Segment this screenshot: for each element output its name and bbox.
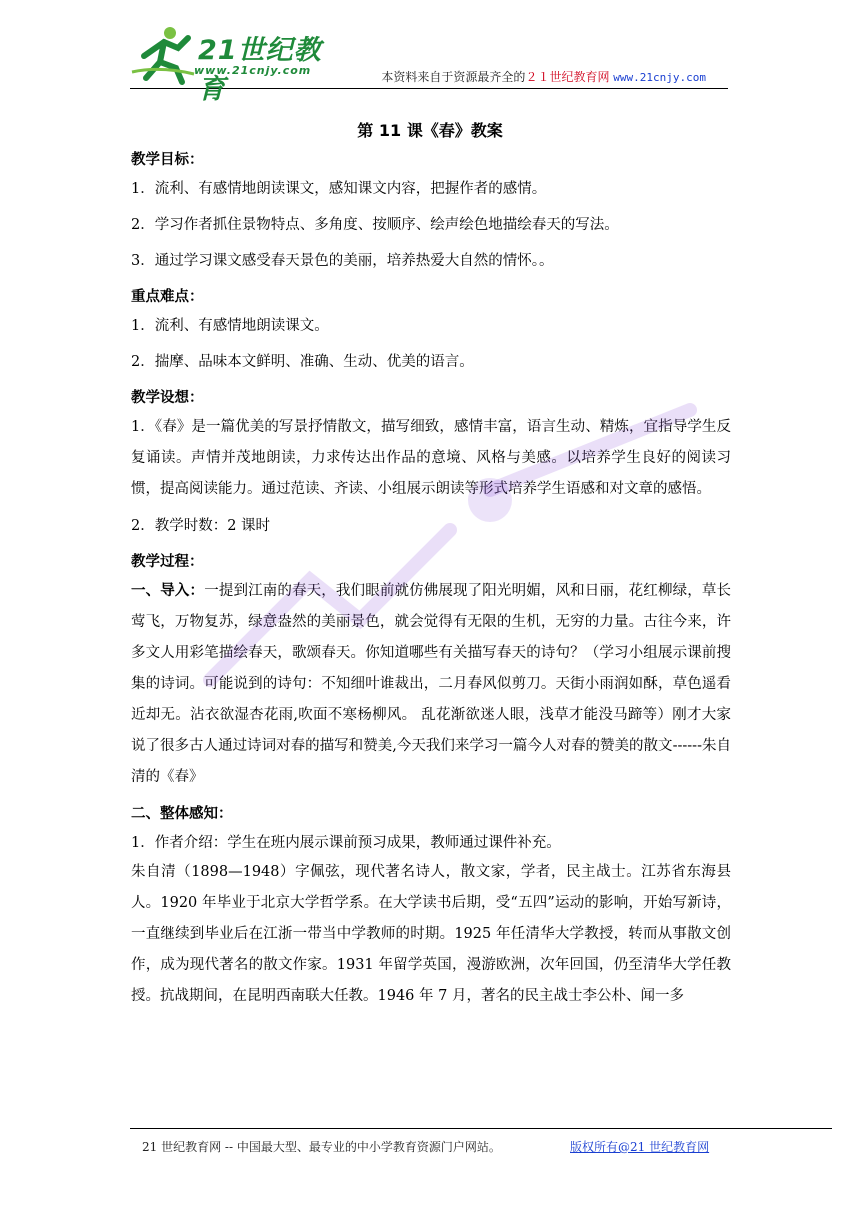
logo-text: 21世纪教育 [198, 35, 322, 105]
goal-item: 2．学习作者抓住景物特点、多角度、按顺序、绘声绘色地描绘春天的写法。 [131, 217, 619, 233]
intro-paragraph [131, 576, 731, 793]
page-title: 第 11 课《春》教案 [357, 121, 503, 140]
header-url-link[interactable]: www.21cnjy.com [613, 71, 706, 84]
key-point-item: 1．流利、有感情地朗读课文。 [131, 318, 329, 334]
design-paragraph: 1．《春》是一篇优美的写景抒情散文，描写细致，感情丰富，语言生动、精炼，宜指导学生反复诵读。声情并茂地朗读，力求传达出作品的意境、风格与美感。以培养学生良好的阅读习惯，提高阅读能力。通过范读、齐读、小组展示朗读等形式培养学生语感和对文章的感悟。 [131, 419, 731, 497]
class-hours: 2．教学时数：2 课时 [131, 518, 271, 534]
page-footer [130, 1128, 832, 1159]
process-heading: 教学过程： [131, 554, 204, 570]
logo-url: www.21cnjy.com [194, 64, 312, 77]
intro-lead: 一、导入： [131, 583, 205, 599]
key-point-item: 2．揣摩、品味本文鲜明、准确、生动、优美的语言。 [131, 354, 474, 370]
footer-text: 21 世纪教育网 -- 中国最大型、最专业的中小学教育资源门户网站。 [142, 1140, 501, 1154]
header-note [381, 68, 706, 85]
intro-body: 一提到江南的春天，我们眼前就仿佛展现了阳光明媚，风和日丽，花红柳绿，草长莺飞，万物复苏，绿意盎然的美丽景色，就会觉得有无限的生机，无穷的力量。古往今来，许多文人用彩笔描绘春天，歌颂春天。你知道哪些有关描写春天的诗句？（学习小组展示课前搜集的诗词。可能说到的诗句：不知细叶谁裁出，二月春风似剪刀。天街小雨润如酥，草色遥看近却无。沾衣欲湿杏花雨,吹面不寒杨柳风。 乱花渐欲迷人眼，浅草才能没马蹄等）刚才大家说了很多古人通过诗词对春的描写和赞美,今天我们来学习一篇今人对春的赞美的散文------朱自清的《春》 [131, 583, 731, 785]
site-logo [130, 22, 340, 105]
goals-heading: 教学目标： [131, 152, 204, 168]
author-bio-paragraph: 朱自清（1898—1948）字佩弦，现代著名诗人，散文家，学者，民主战士。江苏省东海县人。1920 年毕业于北京大学哲学系。在大学读书后期，受“五四”运动的影响，开始写新诗，一直继续到毕业后在江浙一带当中学教师的时期。1925 年任清华大学教授，转而从事散文创作，成为现代著名的散文作家。1931 年留学英国，漫游欧洲，次年回国，仍至清华大学任教授。抗战期间，在昆明西南联大任教。1946 年 7 月，著名的民主战士李公朴、闻一多 [131, 864, 731, 1004]
runner-logo-icon [130, 22, 200, 86]
goal-item: 3．通过学习课文感受春天景色的美丽，培养热爱大自然的情怀。。 [131, 253, 554, 269]
header-note-prefix: 本资料来自于资源最齐全的 [381, 70, 526, 84]
page-header [130, 22, 728, 105]
header-brand: ２１世纪教育网 [525, 70, 610, 84]
key-points-heading: 重点难点： [131, 289, 204, 305]
document-body [131, 150, 731, 1012]
design-heading: 教学设想： [131, 390, 204, 406]
author-intro-item: 1．作者介绍：学生在班内展示课前预习成果，教师通过课件补充。 [131, 835, 561, 851]
overall-heading: 二、整体感知： [131, 806, 233, 822]
goal-item: 1．流利、有感情地朗读课文，感知课文内容，把握作者的感情。 [131, 181, 547, 197]
copyright-link[interactable]: 版权所有@21 世纪教育网 [570, 1140, 710, 1154]
